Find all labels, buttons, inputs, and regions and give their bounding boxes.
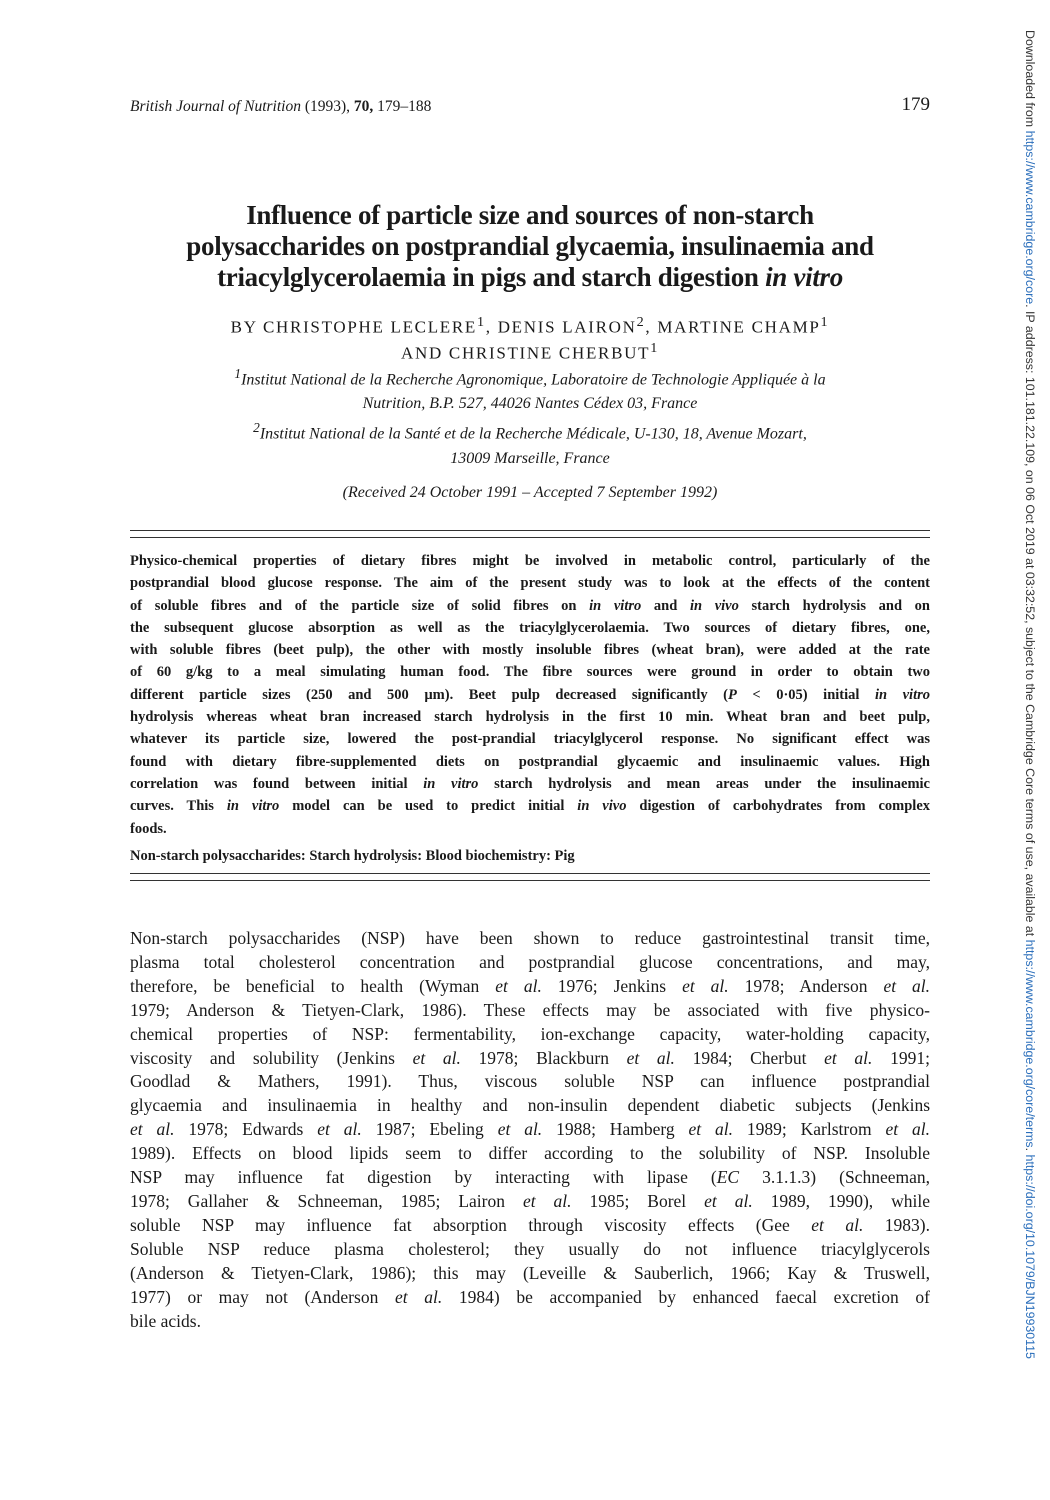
abstract-line: with soluble fibres (beet pulp), the other with mostly insoluble fibres (wheat bran), were added at the rate: [130, 642, 930, 659]
title-italic-tail: in vitro: [765, 262, 843, 292]
terms-link[interactable]: https://www.cambridge.org/core/terms: [1023, 939, 1037, 1148]
notice-text: Downloaded from: [1023, 30, 1037, 131]
page-number: 179: [901, 94, 930, 115]
journal-year: (1993),: [304, 98, 351, 115]
author-name: CHRISTOPHE LECLERE: [263, 317, 478, 337]
abstract-line: foods.: [130, 820, 167, 837]
keywords: Non-starch polysaccharides: Starch hydrolysis: Blood biochemistry: Pig: [130, 848, 575, 864]
notice-text: . IP address: 101.181.22.109, on 06 Oct 2019 at 03:32:52, subject to the Cambridge Core terms of use, available at: [1023, 304, 1037, 940]
author-prefix: AND: [401, 343, 449, 363]
abstract-line: whatever its particle size, lowered the post-prandial triacylglycerol response. No significant effect was: [130, 731, 930, 748]
affiliation-line: Nutrition, B.P. 527, 44026 Nantes Cédex 03, France: [362, 395, 698, 413]
abstract-line: of 60 g/kg to a meal simulating human food. The fibre sources were ground in order to obtain two: [130, 664, 930, 681]
affil-sup: 2: [253, 420, 260, 436]
author-affil-sup: 1: [820, 314, 830, 330]
body-text: [130, 927, 930, 1333]
divider-top: [130, 530, 930, 531]
affiliation-line: [100, 362, 960, 392]
abstract-line: hydrolysis whereas wheat bran increased starch hydrolysis in the first 10 min. Wheat bran and beet pulp,: [130, 709, 930, 726]
body-line: 1977) or may not (Anderson et al. 1984) be accompanied by enhanced faecal excretion of: [130, 1286, 930, 1307]
body-line: soluble NSP may influence fat absorption through viscosity effects (Gee et al. 1983).: [130, 1214, 930, 1235]
affiliation-line: 13009 Marseille, France: [450, 449, 610, 467]
journal-pages: 179–188: [377, 98, 432, 115]
abstract-line: correlation was found between initial in vitro starch hydrolysis and mean areas under the insulinaemic: [130, 775, 930, 792]
author-line-1: BY CHRISTOPHE LECLERE$^1$, DENIS LAIRON$^2$, MARTINE CHAMP$^1$: [230, 314, 830, 337]
download-notice: [1017, 30, 1037, 1370]
author-prefix: BY: [230, 317, 264, 337]
body-line: et al. 1978; Edwards et al. 1987; Ebeling et al. 1988; Hamberg et al. 1989; Karlstrom et al.: [130, 1119, 930, 1140]
abstract-line: different particle sizes (250 and 500 µm). Beet pulp decreased significantly (P < 0·05) initial in vitro: [130, 686, 931, 703]
divider-bottom-2: [130, 880, 930, 881]
author-affil-sup: 1: [650, 339, 659, 356]
author-line-2: [100, 338, 960, 364]
title-line-3: [100, 262, 960, 293]
body-line: glycaemia and insulinaemia in healthy and non-insulin dependent diabetic subjects (Jenkins: [130, 1095, 930, 1116]
abstract: [130, 550, 930, 840]
affiliation-line: [100, 416, 960, 446]
body-line: 1978; Gallaher & Schneeman, 1985; Lairon et al. 1985; Borel et al. 1989, 1990), while: [130, 1190, 931, 1211]
author-name: MARTINE CHAMP: [657, 317, 821, 337]
journal-citation: [130, 98, 431, 116]
author-name: CHRISTINE CHERBUT: [448, 343, 651, 363]
received-dates: (Received 24 October 1991 – Accepted 7 September 1992): [342, 484, 718, 501]
abstract-line: Physico-chemical properties of dietary fibres might be involved in metabolic control, particularly of the: [130, 553, 930, 569]
author-affil-sup: 1: [477, 314, 486, 330]
doi-link[interactable]: https://doi.org/10.1079/BJN19930115: [1023, 1154, 1037, 1359]
body-line: 1989). Effects on blood lipids seem to differ according to the solubility of NSP. Insoluble: [130, 1143, 930, 1164]
abstract-line: postprandial blood glucose response. The aim of the present study was to look at the effects of the content: [130, 575, 930, 592]
author-list: [100, 312, 960, 363]
abstract-line: curves. This in vitro model can be used to predict initial in vivo digestion of carbohydrates from complex: [130, 798, 931, 815]
affiliations: [100, 362, 960, 471]
article-title: [100, 200, 960, 293]
title-line: polysaccharides on postprandial glycaemia, insulinaemia and: [186, 231, 874, 261]
abstract-line: found with dietary fibre-supplemented diets on postprandial glycaemic and insulinaemic values. High: [130, 753, 930, 770]
author-affil-sup: 2: [636, 314, 646, 330]
body-line: (Anderson & Tietyen-Clark, 1986); this may (Leveille & Sauberlich, 1966; Kay & Truswell,: [130, 1262, 930, 1283]
title-line: Influence of particle size and sources of non-starch: [246, 200, 814, 230]
title-line-text: triacylglycerolaemia in pigs and starch digestion: [217, 262, 759, 292]
body-line: plasma total cholesterol concentration and postprandial glucose concentrations, and may,: [130, 951, 930, 972]
body-line: 1979; Anderson & Tietyen-Clark, 1986). These effects may be associated with five physico-: [130, 999, 930, 1020]
affil-text: Institut National de la Santé et de la Recherche Médicale, U-130, 18, Avenue Mozart,: [259, 425, 807, 443]
body-line: therefore, be beneficial to health (Wyman et al. 1976; Jenkins et al. 1978; Anderson et al.: [130, 975, 931, 996]
notice-text: .: [1023, 1147, 1037, 1155]
divider-top-2: [130, 537, 930, 538]
body-line: Non-starch polysaccharides (NSP) have been shown to reduce gastrointestinal transit time,: [130, 928, 930, 948]
journal-volume: 70,: [353, 98, 374, 115]
cambridge-core-link[interactable]: https://www.cambridge.org/core: [1023, 130, 1037, 305]
body-line: viscosity and solubility (Jenkins et al. 1978; Blackburn et al. 1984; Cherbut et al. 1991;: [130, 1047, 930, 1068]
divider-bottom: [130, 873, 930, 874]
body-line: Soluble NSP reduce plasma cholesterol; they usually do not influence triacylglycerols: [130, 1238, 930, 1259]
body-line: NSP may influence fat digestion by interacting with lipase (EC 3.1.1.3) (Schneeman,: [130, 1167, 930, 1188]
affil-sup: 1: [234, 366, 242, 381]
body-line: chemical properties of NSP: fermentability, ion-exchange capacity, water-holding capacity,: [130, 1023, 930, 1044]
abstract-line: the subsequent glucose absorption as well as the triacylglycerolaemia. Two sources of dietary fibres, one,: [130, 619, 930, 636]
body-line: Goodlad & Mathers, 1991). Thus, viscous soluble NSP can influence postprandial: [130, 1071, 930, 1092]
journal-name: British Journal of Nutrition: [130, 98, 301, 115]
author-name: DENIS LAIRON: [497, 317, 637, 337]
affil-text: Institut National de la Recherche Agronomique, Laboratoire de Technologie Appliquée à la: [241, 371, 826, 389]
body-line: bile acids.: [130, 1310, 201, 1331]
abstract-line: of soluble fibres and of the particle size of solid fibres on in vitro and in vivo starch hydrolysis and on: [130, 597, 930, 614]
